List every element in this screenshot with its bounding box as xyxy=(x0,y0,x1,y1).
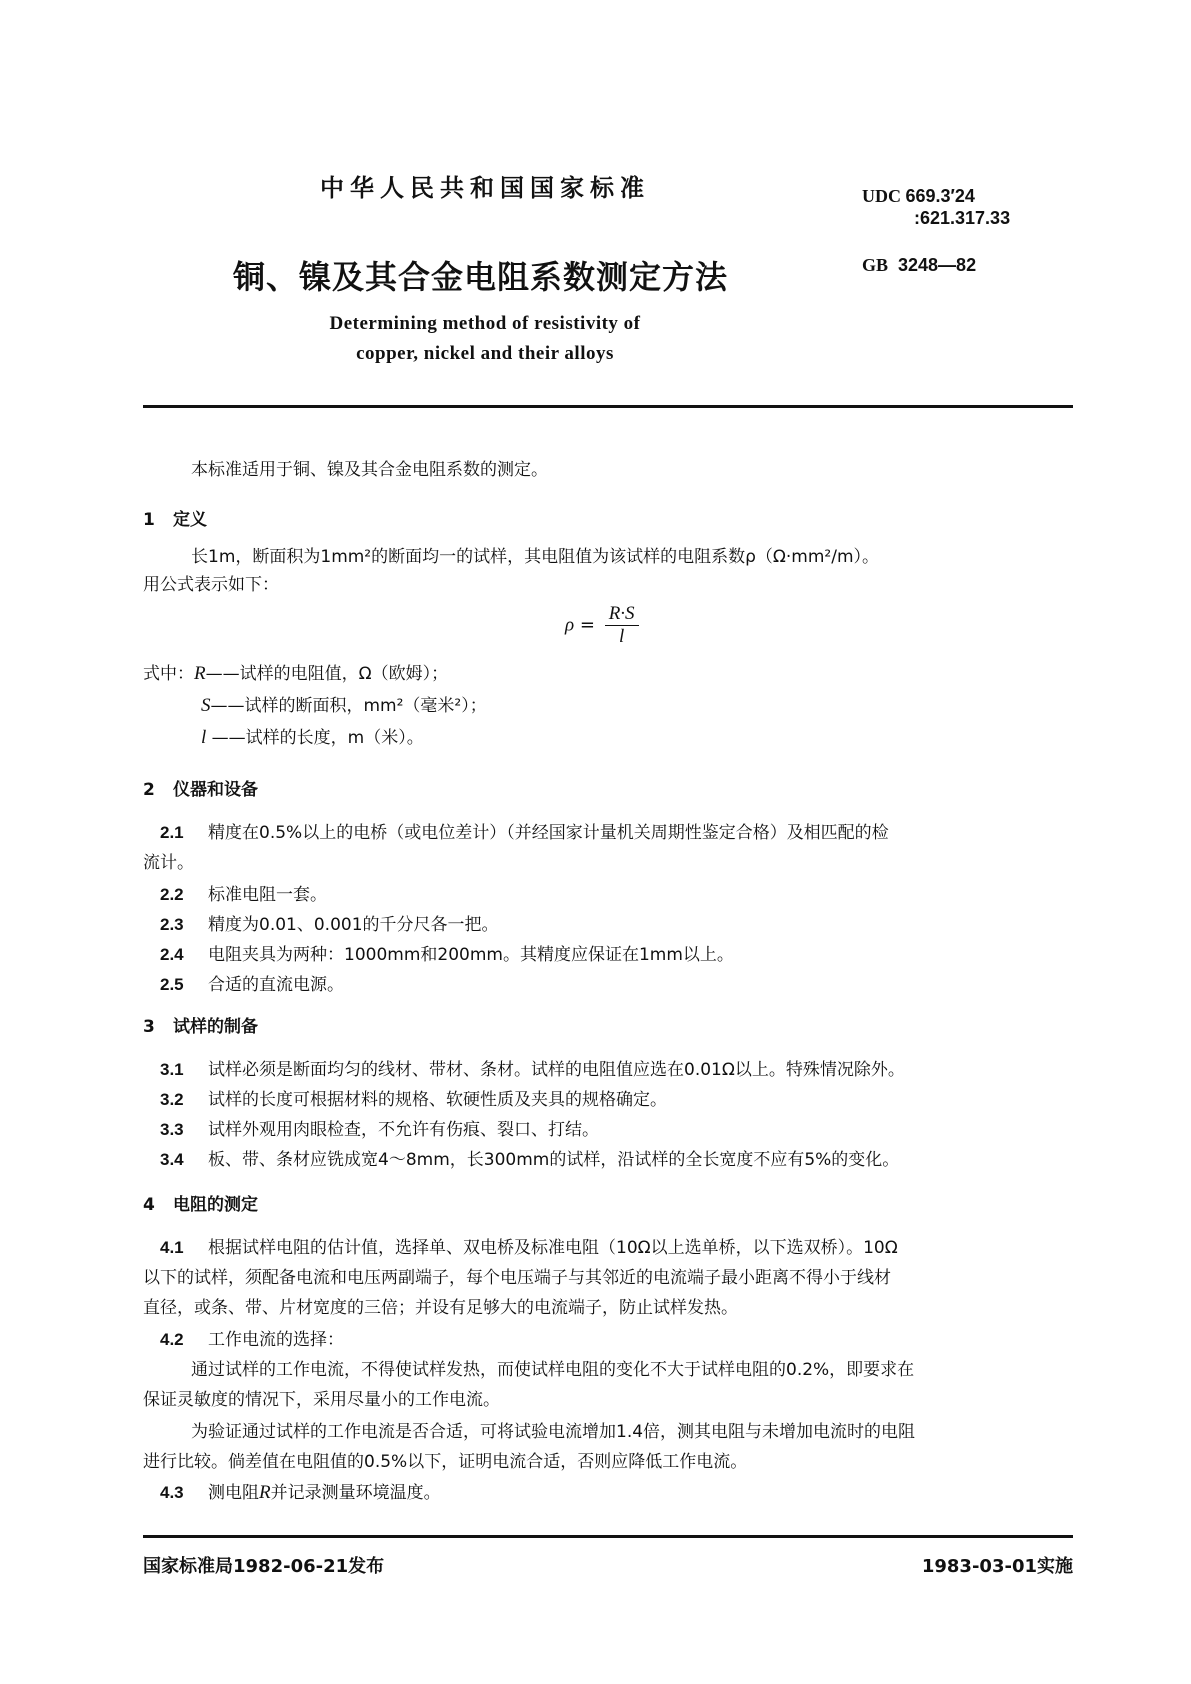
clause-3-4: 3.4 板、带、条材应铣成宽4～8mm，长300mm的试样，沿试样的全长宽度不应有5%的变化。 xyxy=(160,1150,900,1170)
clause-4-2-para1-line1: 通过试样的工作电流，不得使试样发热，而使试样电阻的变化不大于试样电阻的0.2%，即要求在 xyxy=(191,1360,915,1380)
clause-3-3: 3.3 试样外观用肉眼检查，不允许有伤痕、裂口、打结。 xyxy=(160,1120,599,1140)
gb-number: 3248—82 xyxy=(898,255,977,275)
clause-2-1: 2.1 精度在0.5%以上的电桥（或电位差计）（并经国家计量机关周期性鉴定合格）及相匹配的检 xyxy=(160,823,889,843)
section-1-paragraph-line2: 用公式表示如下： xyxy=(143,575,279,595)
clause-4-1: 4.1 根据试样电阻的估计值，选择单、双电桥及标准电阻（10Ω以上选单桥，以下选双桥）。10Ω xyxy=(160,1238,898,1258)
where-row-S: S——试样的断面积，mm²（毫米²）； xyxy=(201,695,487,716)
document-title-en-line1: Determining method of resistivity of xyxy=(329,313,641,334)
clause-2-1-continued: 流计。 xyxy=(143,853,194,873)
formula-variable-definitions xyxy=(143,658,487,754)
section-1-paragraph-line1: 长1m，断面积为1mm²的断面均一的试样，其电阻值为该试样的电阻系数ρ（Ω·mm²/m）。 xyxy=(191,547,880,567)
udc-label: UDC xyxy=(862,186,901,206)
clause-4-2-para2-line1: 为验证通过试样的工作电流是否合适，可将试验电流增加1.4倍，测其电阻与未增加电流时的电阻 xyxy=(191,1422,916,1442)
resistivity-formula: ρ = $\frac{R\cdot S}{l}$ xyxy=(565,603,639,648)
udc-line2: :621.317.33 xyxy=(914,208,1011,228)
gb-label: GB xyxy=(862,255,889,275)
udc-code xyxy=(862,185,1010,229)
effective-date: 1983-03-01实施 xyxy=(921,1556,1073,1577)
section-4-heading: 4 电阻的测定 xyxy=(143,1195,258,1215)
udc-line1: 669.3′24 xyxy=(905,186,975,206)
clause-4-2-para2-line2: 进行比较。倘差值在电阻值的0.5%以下，证明电流合适，否则应降低工作电流。 xyxy=(143,1452,748,1472)
section-2-heading: 2 仪器和设备 xyxy=(143,780,258,800)
footer-divider xyxy=(143,1535,1073,1538)
clause-2-4: 2.4 电阻夹具为两种：1000mm和200mm。其精度应保证在1mm以上。 xyxy=(160,945,734,965)
clause-4-2: 4.2 工作电流的选择： xyxy=(160,1330,344,1350)
clause-2-5: 2.5 合适的直流电源。 xyxy=(160,975,344,995)
section-1-heading: 1 定义 xyxy=(143,510,207,530)
clause-4-1-continued-2: 直径，或条、带、片材宽度的三倍；并设有足够大的电流端子，防止试样发热。 xyxy=(143,1298,738,1318)
clause-3-2: 3.2 试样的长度可根据材料的规格、软硬性质及夹具的规格确定。 xyxy=(160,1090,667,1110)
issue-date: 国家标准局1982-06-21发布 xyxy=(143,1556,385,1577)
section-3-heading: 3 试样的制备 xyxy=(143,1017,258,1037)
clause-2-2: 2.2 标准电阻一套。 xyxy=(160,885,327,905)
clause-4-3: 4.3 测电阻R并记录测量环境温度。 xyxy=(160,1482,441,1503)
gb-standard-number xyxy=(862,255,976,276)
where-row-l: l ——试样的长度，m（米）。 xyxy=(201,727,424,748)
document-title-cn: 铜、镍及其合金电阻系数测定方法 xyxy=(233,258,729,296)
formula-fraction: $\frac{R\cdot S}{l}$ xyxy=(605,603,639,648)
clause-2-3: 2.3 精度为0.01、0.001的千分尺各一把。 xyxy=(160,915,499,935)
document-title-en-line2: copper, nickel and their alloys xyxy=(356,343,614,364)
where-row-R: 式中：R——试样的电阻值，Ω（欧姆）； xyxy=(143,663,449,684)
clause-4-2-para1-line2: 保证灵敏度的情况下，采用尽量小的工作电流。 xyxy=(143,1390,500,1410)
national-standard-heading: 中华人民共和国国家标准 xyxy=(320,174,650,202)
clause-3-1: 3.1 试样必须是断面均匀的线材、带材、条材。试样的电阻值应选在0.01Ω以上。特殊情况除外。 xyxy=(160,1060,905,1080)
intro-paragraph: 本标准适用于铜、镍及其合金电阻系数的测定。 xyxy=(191,460,548,480)
header-divider xyxy=(143,405,1073,408)
clause-4-1-continued-1: 以下的试样，须配备电流和电压两副端子，每个电压端子与其邻近的电流端子最小距离不得小于线材 xyxy=(143,1268,891,1288)
